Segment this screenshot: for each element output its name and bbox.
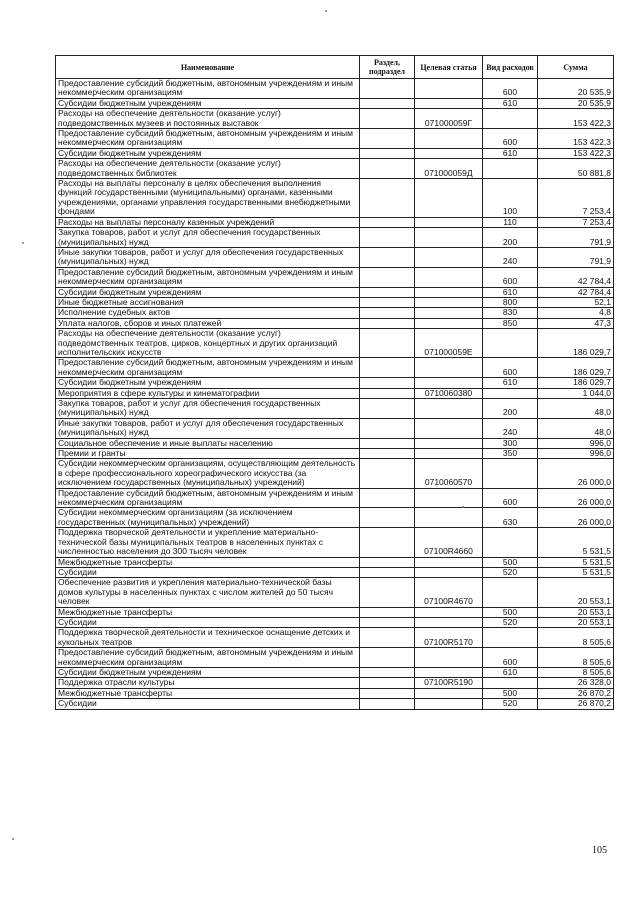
table-row: [56, 308, 614, 318]
cell-target: [415, 557, 483, 567]
cell-section: [360, 329, 415, 358]
cell-type: 600: [483, 129, 538, 149]
header-type: Вид расходов: [483, 56, 538, 79]
cell-type: 500: [483, 688, 538, 698]
cell-sum: 7 253,4: [538, 179, 614, 218]
cell-sum: 26 870,2: [538, 688, 614, 698]
cell-sum: 26 000,0: [538, 508, 614, 528]
cell-section: [360, 79, 415, 99]
cell-type: 520: [483, 567, 538, 577]
cell-type: [483, 159, 538, 179]
cell-sum: 5 531,5: [538, 528, 614, 557]
cell-name: Субсидии некоммерческим организациям (за исключением государственных (муниципальных) учреждений): [56, 508, 360, 528]
cell-name: Межбюджетные трансферты: [56, 557, 360, 567]
table-row: [56, 648, 614, 668]
cell-sum: 8 505,6: [538, 628, 614, 648]
cell-sum: 26 870,2: [538, 699, 614, 709]
cell-type: [483, 459, 538, 488]
table-row: [56, 399, 614, 419]
cell-type: [483, 388, 538, 398]
cell-type: 850: [483, 318, 538, 328]
cell-name: Расходы на выплаты персоналу казенных учреждений: [56, 217, 360, 227]
cell-target: 07100R4670: [415, 578, 483, 607]
cell-sum: 26 328,0: [538, 678, 614, 688]
table-row: [56, 488, 614, 508]
cell-name: Предоставление субсидий бюджетным, автономным учреждениям и иным некоммерческим организациям: [56, 648, 360, 668]
cell-name: Расходы на обеспечение деятельности (оказание услуг) подведомственных библиотек: [56, 159, 360, 179]
cell-name: Иные закупки товаров, работ и услуг для обеспечения государственных (муниципальных) нужд: [56, 418, 360, 438]
cell-target: [415, 699, 483, 709]
table-row: [56, 418, 614, 438]
cell-name: Социальное обеспечение и иные выплаты населению: [56, 438, 360, 448]
cell-type: 100: [483, 179, 538, 218]
cell-name: Расходы на обеспечение деятельности (оказание услуг) подведомственных музеев и постоянных выставок: [56, 109, 360, 129]
cell-section: [360, 98, 415, 108]
cell-sum: 20 535,9: [538, 79, 614, 99]
cell-type: [483, 578, 538, 607]
cell-section: [360, 287, 415, 297]
cell-type: [483, 528, 538, 557]
cell-section: [360, 617, 415, 627]
table-row: [56, 129, 614, 149]
cell-type: 630: [483, 508, 538, 528]
cell-target: [415, 247, 483, 267]
header-sum: Сумма: [538, 56, 614, 79]
cell-name: Субсидии бюджетным учреждениям: [56, 98, 360, 108]
table-row: [56, 449, 614, 459]
cell-name: Поддержка творческой деятельности и укрепление материально-технической базы муниципальных театров в населенных пунктах с численностью населения до 300 тысяч человек: [56, 528, 360, 557]
cell-section: [360, 358, 415, 378]
cell-sum: 4,8: [538, 308, 614, 318]
cell-type: [483, 678, 538, 688]
cell-type: 600: [483, 79, 538, 99]
cell-name: Иные бюджетные ассигнования: [56, 297, 360, 307]
table-row: [56, 557, 614, 567]
cell-type: 610: [483, 667, 538, 677]
cell-sum: 791,9: [538, 247, 614, 267]
cell-name: Субсидии: [56, 617, 360, 627]
cell-section: [360, 678, 415, 688]
cell-target: [415, 228, 483, 248]
cell-name: Субсидии бюджетным учреждениям: [56, 378, 360, 388]
cell-name: Поддержка творческой деятельности и техническое оснащение детских и кукольных театров: [56, 628, 360, 648]
cell-type: 830: [483, 308, 538, 318]
cell-target: [415, 98, 483, 108]
cell-type: 240: [483, 247, 538, 267]
cell-name: Премии и гранты: [56, 449, 360, 459]
cell-type: 500: [483, 557, 538, 567]
cell-target: [415, 567, 483, 577]
table-row: [56, 688, 614, 698]
cell-type: 240: [483, 418, 538, 438]
cell-type: 600: [483, 358, 538, 378]
cell-type: 600: [483, 648, 538, 668]
table-row: [56, 678, 614, 688]
table-row: [56, 528, 614, 557]
cell-section: [360, 688, 415, 698]
cell-sum: 186 029,7: [538, 378, 614, 388]
cell-section: [360, 488, 415, 508]
table-row: [56, 329, 614, 358]
cell-section: [360, 628, 415, 648]
cell-target: 0710060570: [415, 459, 483, 488]
cell-name: Межбюджетные трансферты: [56, 607, 360, 617]
cell-section: [360, 528, 415, 557]
cell-sum: 153 422,3: [538, 109, 614, 129]
cell-type: 610: [483, 148, 538, 158]
cell-sum: 5 531,5: [538, 557, 614, 567]
cell-target: [415, 438, 483, 448]
table-row: [56, 378, 614, 388]
cell-name: Обеспечение развития и укрепления материально-технической базы домов культуры в населенных пунктах с числом жителей до 50 тысяч человек: [56, 578, 360, 607]
cell-name: Межбюджетные трансферты: [56, 688, 360, 698]
cell-name: Исполнение судебных актов: [56, 308, 360, 318]
cell-section: [360, 179, 415, 218]
cell-type: [483, 109, 538, 129]
cell-target: [415, 418, 483, 438]
cell-name: Субсидии: [56, 567, 360, 577]
table-row: [56, 667, 614, 677]
table-row: [56, 79, 614, 99]
cell-section: [360, 449, 415, 459]
cell-target: 071000059Г: [415, 109, 483, 129]
cell-section: [360, 399, 415, 419]
cell-name: Поддержка отрасли культуры: [56, 678, 360, 688]
cell-section: [360, 228, 415, 248]
budget-table: [55, 55, 614, 710]
cell-target: [415, 688, 483, 698]
cell-section: [360, 159, 415, 179]
header-name: Наименование: [56, 56, 360, 79]
cell-target: 07100R5170: [415, 628, 483, 648]
cell-sum: 26 000,0: [538, 459, 614, 488]
table-body: [56, 79, 614, 710]
page-number: 105: [592, 845, 607, 856]
cell-section: [360, 217, 415, 227]
table-row: [56, 217, 614, 227]
cell-name: Предоставление субсидий бюджетным, автономным учреждениям и иным некоммерческим организациям: [56, 358, 360, 378]
cell-target: [415, 358, 483, 378]
cell-type: 350: [483, 449, 538, 459]
cell-target: [415, 297, 483, 307]
cell-section: [360, 557, 415, 567]
cell-sum: 8 505,6: [538, 648, 614, 668]
cell-type: 520: [483, 699, 538, 709]
cell-sum: 26 000,0: [538, 488, 614, 508]
table-row: [56, 98, 614, 108]
cell-sum: 996,0: [538, 449, 614, 459]
cell-sum: 153 422,3: [538, 129, 614, 149]
cell-target: [415, 267, 483, 287]
cell-target: [415, 607, 483, 617]
cell-section: [360, 109, 415, 129]
cell-sum: 791,9: [538, 228, 614, 248]
cell-name: Субсидии бюджетным учреждениям: [56, 148, 360, 158]
cell-target: [415, 508, 483, 528]
table-row: [56, 699, 614, 709]
cell-type: 610: [483, 98, 538, 108]
cell-target: [415, 148, 483, 158]
table-row: [56, 617, 614, 627]
cell-section: [360, 607, 415, 617]
header-target: Целевая статья: [415, 56, 483, 79]
cell-sum: 48,0: [538, 399, 614, 419]
cell-sum: 50 881,8: [538, 159, 614, 179]
cell-section: [360, 388, 415, 398]
table-row: [56, 297, 614, 307]
cell-name: Расходы на выплаты персоналу в целях обеспечения выполнения функций государственными (муниципальными) органами, казенными учреждениями, органами управления государственными внебюджетными фондами: [56, 179, 360, 218]
cell-sum: 996,0: [538, 438, 614, 448]
cell-sum: 48,0: [538, 418, 614, 438]
cell-sum: 186 029,7: [538, 358, 614, 378]
cell-section: [360, 318, 415, 328]
table-row: [56, 287, 614, 297]
cell-sum: 42 784,4: [538, 267, 614, 287]
table-row: [56, 247, 614, 267]
scan-speck: [12, 838, 14, 840]
cell-target: [415, 648, 483, 668]
table-row: [56, 159, 614, 179]
cell-sum: 20 553,1: [538, 617, 614, 627]
cell-target: 07100R5190: [415, 678, 483, 688]
cell-type: 520: [483, 617, 538, 627]
cell-target: [415, 129, 483, 149]
table-row: [56, 607, 614, 617]
table-row: [56, 318, 614, 328]
cell-type: 200: [483, 228, 538, 248]
cell-name: Предоставление субсидий бюджетным, автономным учреждениям и иным некоммерческим организациям: [56, 267, 360, 287]
cell-section: [360, 459, 415, 488]
cell-name: Расходы на обеспечение деятельности (оказание услуг) подведомственных театров, цирков, концертных и других организаций исполнительских искусств: [56, 329, 360, 358]
cell-section: [360, 648, 415, 668]
cell-type: 300: [483, 438, 538, 448]
cell-type: 200: [483, 399, 538, 419]
table-row: [56, 109, 614, 129]
cell-name: Предоставление субсидий бюджетным, автономным учреждениям и иным некоммерческим организациям: [56, 488, 360, 508]
cell-section: [360, 567, 415, 577]
cell-target: 071000059Е: [415, 329, 483, 358]
cell-name: Уплата налогов, сборов и иных платежей: [56, 318, 360, 328]
cell-type: 610: [483, 287, 538, 297]
cell-sum: 20 553,1: [538, 578, 614, 607]
cell-type: 110: [483, 217, 538, 227]
cell-name: Субсидии бюджетным учреждениям: [56, 667, 360, 677]
cell-section: [360, 578, 415, 607]
cell-name: Субсидии: [56, 699, 360, 709]
table-row: [56, 508, 614, 528]
table-header-row: [56, 56, 614, 79]
cell-target: 07100R4660: [415, 528, 483, 557]
table-row: [56, 148, 614, 158]
scan-speck: [22, 242, 24, 244]
cell-target: [415, 179, 483, 218]
cell-section: [360, 418, 415, 438]
cell-sum: 20 553,1: [538, 607, 614, 617]
header-section: Раздел, подраздел: [360, 56, 415, 79]
table-row: [56, 628, 614, 648]
cell-section: [360, 129, 415, 149]
table-row: [56, 358, 614, 378]
cell-section: [360, 247, 415, 267]
cell-type: 600: [483, 267, 538, 287]
table-row: [56, 438, 614, 448]
cell-section: [360, 378, 415, 388]
cell-sum: 8 505,6: [538, 667, 614, 677]
table-row: [56, 267, 614, 287]
cell-target: [415, 318, 483, 328]
table-row: [56, 578, 614, 607]
cell-section: [360, 297, 415, 307]
cell-type: 610: [483, 378, 538, 388]
cell-name: Мероприятия в сфере культуры и кинематографии: [56, 388, 360, 398]
cell-name: Иные закупки товаров, работ и услуг для обеспечения государственных (муниципальных) нужд: [56, 247, 360, 267]
scan-speck: [462, 506, 464, 508]
cell-section: [360, 699, 415, 709]
cell-sum: 153 422,3: [538, 148, 614, 158]
table-row: [56, 567, 614, 577]
cell-name: Субсидии бюджетным учреждениям: [56, 287, 360, 297]
cell-target: [415, 488, 483, 508]
scan-speck: [325, 10, 327, 12]
cell-section: [360, 508, 415, 528]
cell-name: Предоставление субсидий бюджетным, автономным учреждениям и иным некоммерческим организациям: [56, 129, 360, 149]
cell-type: [483, 628, 538, 648]
cell-sum: 1 044,0: [538, 388, 614, 398]
cell-type: 600: [483, 488, 538, 508]
cell-sum: 186 029,7: [538, 329, 614, 358]
cell-sum: 52,1: [538, 297, 614, 307]
cell-name: Закупка товаров, работ и услуг для обеспечения государственных (муниципальных) нужд: [56, 399, 360, 419]
cell-name: Субсидии некоммерческим организациям, осуществляющим деятельность в сфере профессионального хореографического искусства (за исключением государственных (муниципальных) учреждений): [56, 459, 360, 488]
cell-target: [415, 667, 483, 677]
cell-type: 500: [483, 607, 538, 617]
cell-sum: 7 253,4: [538, 217, 614, 227]
cell-name: Закупка товаров, работ и услуг для обеспечения государственных (муниципальных) нужд: [56, 228, 360, 248]
cell-target: 0710060380: [415, 388, 483, 398]
table-row: [56, 179, 614, 218]
cell-target: 071000059Д: [415, 159, 483, 179]
cell-sum: 42 784,4: [538, 287, 614, 297]
table-row: [56, 228, 614, 248]
cell-section: [360, 267, 415, 287]
cell-target: [415, 399, 483, 419]
cell-target: [415, 308, 483, 318]
cell-section: [360, 438, 415, 448]
cell-sum: 20 535,9: [538, 98, 614, 108]
cell-sum: 47,3: [538, 318, 614, 328]
cell-target: [415, 217, 483, 227]
cell-target: [415, 378, 483, 388]
table-row: [56, 459, 614, 488]
cell-name: Предоставление субсидий бюджетным, автономным учреждениям и иным некоммерческим организациям: [56, 79, 360, 99]
cell-target: [415, 449, 483, 459]
table-row: [56, 388, 614, 398]
cell-target: [415, 287, 483, 297]
cell-sum: 5 531,5: [538, 567, 614, 577]
cell-target: [415, 617, 483, 627]
cell-section: [360, 667, 415, 677]
cell-section: [360, 308, 415, 318]
cell-type: 800: [483, 297, 538, 307]
cell-section: [360, 148, 415, 158]
cell-target: [415, 79, 483, 99]
cell-type: [483, 329, 538, 358]
